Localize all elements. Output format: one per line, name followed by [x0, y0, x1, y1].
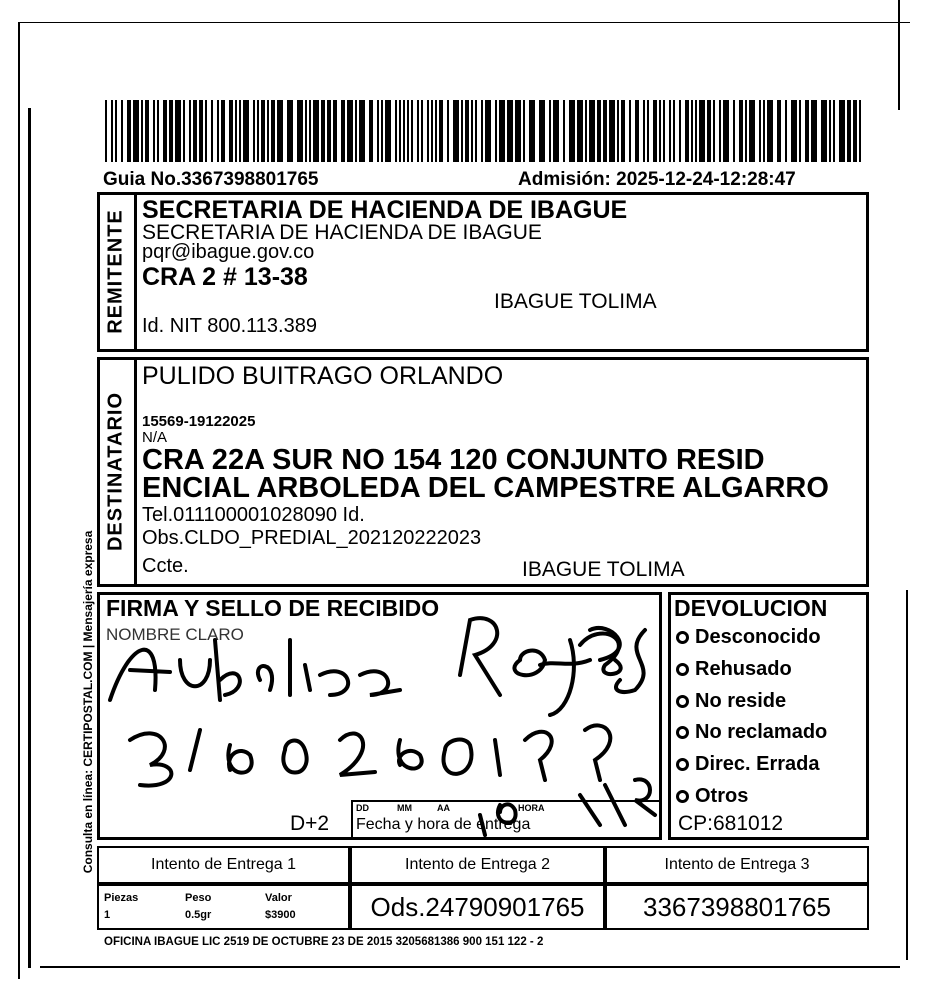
barcode-bar — [647, 100, 649, 162]
barcode-bar — [189, 100, 191, 162]
barcode-bar — [791, 100, 797, 162]
barcode-bar — [471, 100, 473, 162]
barcode-bar — [141, 100, 143, 162]
barcode-bar — [229, 100, 233, 162]
date-field-mm: MM — [397, 803, 412, 813]
remitente-label: REMITENTE — [104, 209, 127, 334]
barcode-bar — [495, 100, 497, 162]
barcode-bar — [695, 100, 697, 162]
barcode-bar — [763, 100, 765, 162]
remitente-name: SECRETARIA DE HACIENDA DE IBAGUE — [142, 221, 542, 244]
barcode-bar — [193, 100, 197, 162]
barcode-bar — [589, 100, 595, 162]
barcode-bar — [481, 100, 483, 162]
valor-label: Valor — [265, 892, 292, 904]
devolucion-option-otros[interactable]: Otros — [676, 785, 748, 808]
side-caption: Consulta en línea: CERTIPOSTAL.COM | Mensajería expresa — [81, 530, 95, 874]
barcode-bar — [663, 100, 665, 162]
barcode-bar — [539, 100, 545, 162]
date-field-dd: DD — [356, 803, 369, 813]
barcode-bar — [785, 100, 787, 162]
barcode-bar — [199, 100, 203, 162]
barcode-bar — [277, 100, 283, 162]
barcode — [105, 100, 865, 162]
barcode-bar — [297, 100, 303, 162]
barcode-bar — [811, 100, 817, 162]
barcode-bar — [421, 100, 423, 162]
devolucion-option-no-reside[interactable]: No reside — [676, 690, 786, 713]
barcode-bar — [239, 100, 241, 162]
devolucion-cp: CP:681012 — [678, 812, 784, 835]
date-caption: Fecha y hora de entrega — [356, 816, 531, 833]
barcode-bar — [621, 100, 625, 162]
d2-label: D+2 — [290, 812, 330, 835]
barcode-bar — [659, 100, 661, 162]
barcode-bar — [777, 100, 781, 162]
destinatario-address-2: ENCIAL ARBOLEDA DEL CAMPESTRE ALGARRO — [142, 472, 829, 504]
barcode-bar — [385, 100, 391, 162]
barcode-bar — [523, 100, 525, 162]
barcode-bar — [553, 100, 559, 162]
barcode-bar — [127, 100, 131, 162]
devolucion-option-rehusado[interactable]: Rehusado — [676, 658, 792, 681]
remitente-divider — [134, 192, 137, 352]
devolucion-title: DEVOLUCION — [674, 595, 828, 621]
barcode-bar — [733, 100, 735, 162]
barcode-bar — [685, 100, 689, 162]
radio-icon[interactable] — [676, 758, 689, 771]
radio-icon[interactable] — [676, 631, 689, 644]
left-margin-line — [28, 108, 31, 968]
barcode-bar — [399, 100, 401, 162]
barcode-bar — [333, 100, 337, 162]
radio-icon[interactable] — [676, 663, 689, 676]
barcode-bar — [739, 100, 743, 162]
barcode-bar — [145, 100, 149, 162]
barcode-bar — [767, 100, 773, 162]
barcode-bar — [121, 100, 123, 162]
barcode-bar — [839, 100, 845, 162]
barcode-bar — [569, 100, 575, 162]
barcode-bar — [821, 100, 827, 162]
piezas-value: 1 — [104, 909, 111, 921]
intento-1: Intento de Entrega 1 — [97, 846, 350, 884]
barcode-bar — [529, 100, 535, 162]
intento-3: Intento de Entrega 3 — [605, 846, 869, 884]
remitente-address: CRA 2 # 13-38 — [142, 263, 308, 291]
barcode-bar — [749, 100, 755, 162]
barcode-bar — [287, 100, 293, 162]
barcode-bar — [395, 100, 397, 162]
intento-2: Intento de Entrega 2 — [350, 846, 605, 884]
barcode-bar — [515, 100, 521, 162]
barcode-bar — [309, 100, 311, 162]
barcode-bar — [439, 100, 443, 162]
barcode-bar — [699, 100, 705, 162]
barcode-bar — [833, 100, 835, 162]
barcode-bar — [805, 100, 809, 162]
remitente-id: Id. NIT 800.113.389 — [142, 315, 317, 337]
barcode-bar — [235, 100, 237, 162]
barcode-bar — [853, 100, 857, 162]
destinatario-city: IBAGUE TOLIMA — [522, 558, 685, 581]
barcode-bar — [461, 100, 463, 162]
destinatario-obs: Obs.CLDO_PREDIAL_202120222023 — [142, 527, 482, 549]
destinatario-ccte: Ccte. — [142, 555, 189, 577]
barcode-bar — [563, 100, 565, 162]
barcode-bar — [355, 100, 357, 162]
barcode-bar — [507, 100, 513, 162]
barcode-bar — [341, 100, 345, 162]
barcode-bar — [217, 100, 219, 162]
barcode-bar — [691, 100, 693, 162]
barcode-bar — [377, 100, 379, 162]
date-field-aa: AA — [437, 803, 450, 813]
barcode-bar — [115, 100, 117, 162]
barcode-bar — [435, 100, 437, 162]
recibido-title: FIRMA Y SELLO DE RECIBIDO — [106, 595, 440, 621]
destinatario-tel: Tel.011100001028090 Id. — [142, 504, 365, 526]
barcode-bar — [305, 100, 307, 162]
barcode-bar — [745, 100, 747, 162]
barcode-bar — [447, 100, 449, 162]
barcode-bar — [271, 100, 275, 162]
barcode-bar — [829, 100, 831, 162]
barcode-bar — [549, 100, 551, 162]
destinatario-ref: 15569-19122025 — [142, 413, 256, 430]
date-field-hora: HORA — [518, 803, 545, 813]
barcode-bar — [617, 100, 619, 162]
guia-number: Guia No.3367398801765 — [103, 169, 319, 190]
barcode-bar — [713, 100, 715, 162]
barcode-bar — [719, 100, 721, 162]
barcode-bar — [427, 100, 429, 162]
barcode-bar — [603, 100, 607, 162]
remitente-city: IBAGUE TOLIMA — [494, 290, 657, 313]
barcode-bar — [381, 100, 383, 162]
barcode-bar — [417, 100, 419, 162]
barcode-bar — [759, 100, 761, 162]
barcode-bar — [609, 100, 615, 162]
peso-value: 0.5gr — [185, 909, 212, 921]
devolucion-option-desconocido[interactable]: Desconocido — [676, 626, 821, 649]
admission-date: Admisión: 2025-12-24-12:28:47 — [518, 169, 796, 190]
barcode-bar — [111, 100, 113, 162]
barcode-bar — [643, 100, 645, 162]
barcode-bar — [313, 100, 319, 162]
destinatario-label: DESTINATARIO — [104, 391, 127, 552]
barcode-bar — [211, 100, 213, 162]
barcode-bar — [221, 100, 225, 162]
devolucion-option-no-reclamado[interactable]: No reclamado — [676, 721, 827, 744]
barcode-bar — [653, 100, 657, 162]
footer-office: OFICINA IBAGUE LIC 2519 DE OCTUBRE 23 DE 2015 3205681386 900 151 122 - 2 — [104, 936, 544, 948]
barcode-bar — [465, 100, 469, 162]
barcode-bar — [707, 100, 711, 162]
barcode-bar — [597, 100, 601, 162]
barcode-bar — [673, 100, 675, 162]
barcode-bar — [243, 100, 249, 162]
nombre-claro-label: NOMBRE CLARO — [106, 625, 244, 644]
barcode-bar — [403, 100, 405, 162]
barcode-bar — [321, 100, 325, 162]
ods-number: Ods.24790901765 — [350, 884, 605, 930]
peso-label: Peso — [185, 892, 212, 904]
barcode-bar — [635, 100, 639, 162]
barcode-bar — [105, 100, 107, 162]
barcode-bar — [205, 100, 207, 162]
barcode-bar — [475, 100, 477, 162]
barcode-bar — [157, 100, 159, 162]
destinatario-address-1: CRA 22A SUR NO 154 120 CONJUNTO RESID — [142, 444, 765, 476]
shipment-details-cell — [97, 884, 350, 930]
barcode-bar — [499, 100, 505, 162]
fold-line-top — [898, 0, 900, 110]
barcode-bar — [163, 100, 167, 162]
destinatario-divider — [134, 357, 137, 587]
barcode-bar — [267, 100, 269, 162]
barcode-bar — [369, 100, 373, 162]
barcode-bar — [723, 100, 729, 162]
barcode-bar — [257, 100, 259, 162]
remitente-name-bold: SECRETARIA DE HACIENDA DE IBAGUE — [142, 196, 628, 224]
barcode-bar — [577, 100, 583, 162]
barcode-bar — [679, 100, 681, 162]
barcode-bar — [431, 100, 433, 162]
barcode-bar — [153, 100, 155, 162]
radio-icon[interactable] — [676, 695, 689, 708]
bottom-margin-line — [40, 966, 900, 968]
barcode-bar — [327, 100, 331, 162]
valor-value: $3900 — [265, 909, 296, 921]
barcode-bar — [485, 100, 491, 162]
barcode-bar — [261, 100, 265, 162]
piezas-label: Piezas — [104, 892, 139, 904]
barcode-bar — [359, 100, 365, 162]
radio-icon[interactable] — [676, 726, 689, 739]
barcode-bar — [183, 100, 185, 162]
barcode-bar — [347, 100, 353, 162]
barcode-bar — [253, 100, 255, 162]
handwritten-signature — [100, 600, 700, 840]
destinatario-na: N/A — [142, 429, 168, 446]
barcode-bar — [411, 100, 413, 162]
barcode-bar — [669, 100, 671, 162]
barcode-bar — [133, 100, 139, 162]
destinatario-name: PULIDO BUITRAGO ORLANDO — [142, 362, 504, 390]
barcode-bar — [169, 100, 173, 162]
remitente-email: pqr@ibague.gov.co — [142, 241, 315, 263]
barcode-bar — [799, 100, 801, 162]
barcode-bar — [629, 100, 631, 162]
barcode-bar — [585, 100, 587, 162]
radio-icon[interactable] — [676, 790, 689, 803]
fold-line-right — [906, 590, 908, 960]
devolucion-option-direc-errada[interactable]: Direc. Errada — [676, 753, 820, 776]
barcode-bar — [453, 100, 459, 162]
barcode-bar — [847, 100, 851, 162]
barcode-bar — [175, 100, 181, 162]
barcode-bar — [859, 100, 861, 162]
barcode-bar — [407, 100, 409, 162]
guia-number-bottom: 3367398801765 — [605, 884, 869, 930]
